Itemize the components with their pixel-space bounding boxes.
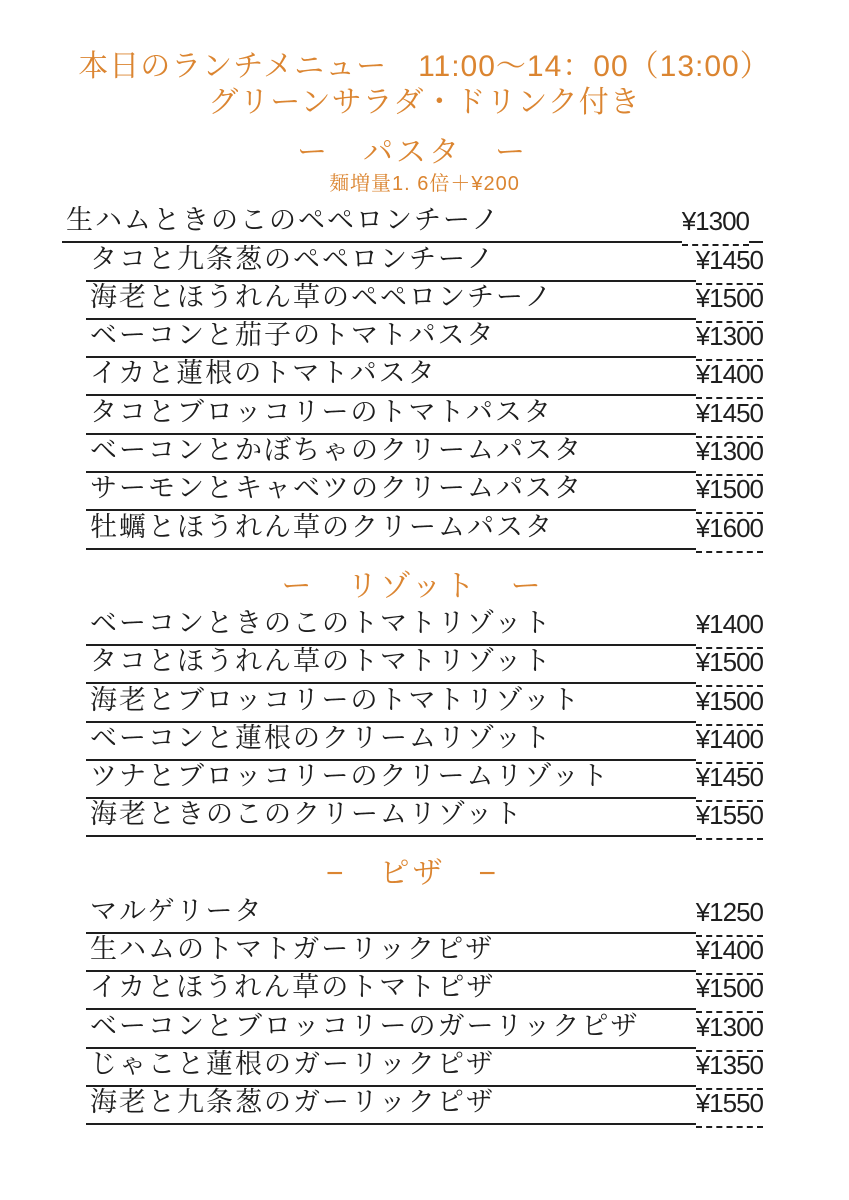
page-title: 本日のランチメニュー 11:00～14：00（13:00） [78, 50, 771, 83]
menu-item-name: ツナとブロッコリーのクリームリゾット [90, 761, 610, 792]
page-subtitle: グリーンサラダ・ドリンク付き [208, 86, 641, 119]
menu-item-name: 海老と九条葱のガーリックピザ [90, 1087, 495, 1118]
menu-item-price: ¥1300 [682, 206, 749, 246]
menu-item-name: 海老とほうれん草のペペロンチーノ [90, 281, 554, 312]
menu-item-price: ¥1400 [696, 359, 763, 399]
menu-item-name: 生ハムのトマトガーリックピザ [90, 934, 495, 965]
menu-item-name: マルゲリータ [90, 895, 264, 926]
menu-item-name: 牡蠣とほうれん草のクリームパスタ [90, 511, 554, 542]
menu-item-price: ¥1500 [696, 283, 763, 323]
menu-item-name: じゃこと蓮根のガーリックピザ [90, 1048, 495, 1079]
menu-header [0, 48, 849, 121]
trailing-rule [749, 240, 763, 243]
leader-rule [86, 1080, 696, 1125]
menu-item-price: ¥1500 [696, 474, 763, 514]
section-heading: − ピザ − [325, 857, 500, 891]
menu-item-name: イカと蓮根のトマトパスタ [90, 358, 437, 389]
menu-item-name: ベーコンときのこのトマトリゾット [90, 607, 553, 638]
menu-item-name: サーモンとキャベツのクリームパスタ [90, 473, 583, 504]
menu-item-price: ¥1400 [696, 609, 763, 649]
section-heading: ー リゾット ー [281, 569, 544, 603]
menu-item-price: ¥1500 [696, 647, 763, 687]
menu-item-name: 海老ときのこのクリームリゾット [90, 799, 524, 830]
menu-item-price: ¥1450 [696, 398, 763, 438]
menu-item-name: 海老とブロッコリーのトマトリゾット [90, 684, 581, 715]
menu-item-name: タコとブロッコリーのトマトパスタ [90, 396, 553, 427]
menu-items [62, 205, 763, 550]
menu-item-price: ¥1250 [696, 897, 763, 937]
menu-item-price: ¥1450 [696, 762, 763, 802]
menu-item-price: ¥1300 [696, 1012, 763, 1052]
menu-item-name: タコとほうれん草のトマトリゾット [90, 646, 553, 677]
menu-section-2 [0, 855, 849, 1125]
menu-section-1 [0, 568, 849, 838]
section-heading: ー パスタ ー [297, 136, 528, 169]
menu-items [62, 608, 763, 838]
menu-item-name: 生ハムときのこのペペロンチーノ [66, 205, 501, 236]
menu-item-row [62, 511, 763, 549]
menu-item-price: ¥1400 [696, 724, 763, 764]
menu-item-name: ベーコンとブロッコリーのガーリックピザ [90, 1010, 640, 1041]
menu-items [62, 895, 763, 1125]
menu-section-0 [0, 134, 849, 550]
menu-item-name: イカとほうれん草のトマトピザ [90, 972, 496, 1003]
menu-item-price: ¥1550 [696, 800, 763, 840]
menu-item-name: タコと九条葱のペペロンチーノ [90, 243, 496, 274]
menu-item-name: ベーコンと茄子のトマトパスタ [90, 320, 496, 351]
leader-rule [86, 792, 696, 837]
menu-item-row [62, 799, 763, 837]
leader-rule [86, 505, 696, 550]
menu-item-price: ¥1300 [696, 321, 763, 361]
menu-item-name: ベーコンとかぼちゃのクリームパスタ [90, 435, 583, 466]
menu-item-price: ¥1350 [696, 1050, 763, 1090]
menu-item-price: ¥1300 [696, 436, 763, 476]
menu-item-price: ¥1550 [696, 1088, 763, 1128]
menu-item-price: ¥1500 [696, 686, 763, 726]
menu-item-price: ¥1600 [696, 513, 763, 553]
menu-item-price: ¥1450 [696, 245, 763, 285]
menu-body [0, 134, 849, 1125]
menu-item-name: ベーコンと蓮根のクリームリゾット [90, 722, 553, 753]
section-note: 麺増量1. 6倍＋¥200 [329, 173, 520, 195]
menu-item-price: ¥1400 [696, 935, 763, 975]
menu-item-price: ¥1500 [696, 973, 763, 1013]
menu-item-row [62, 1087, 763, 1125]
